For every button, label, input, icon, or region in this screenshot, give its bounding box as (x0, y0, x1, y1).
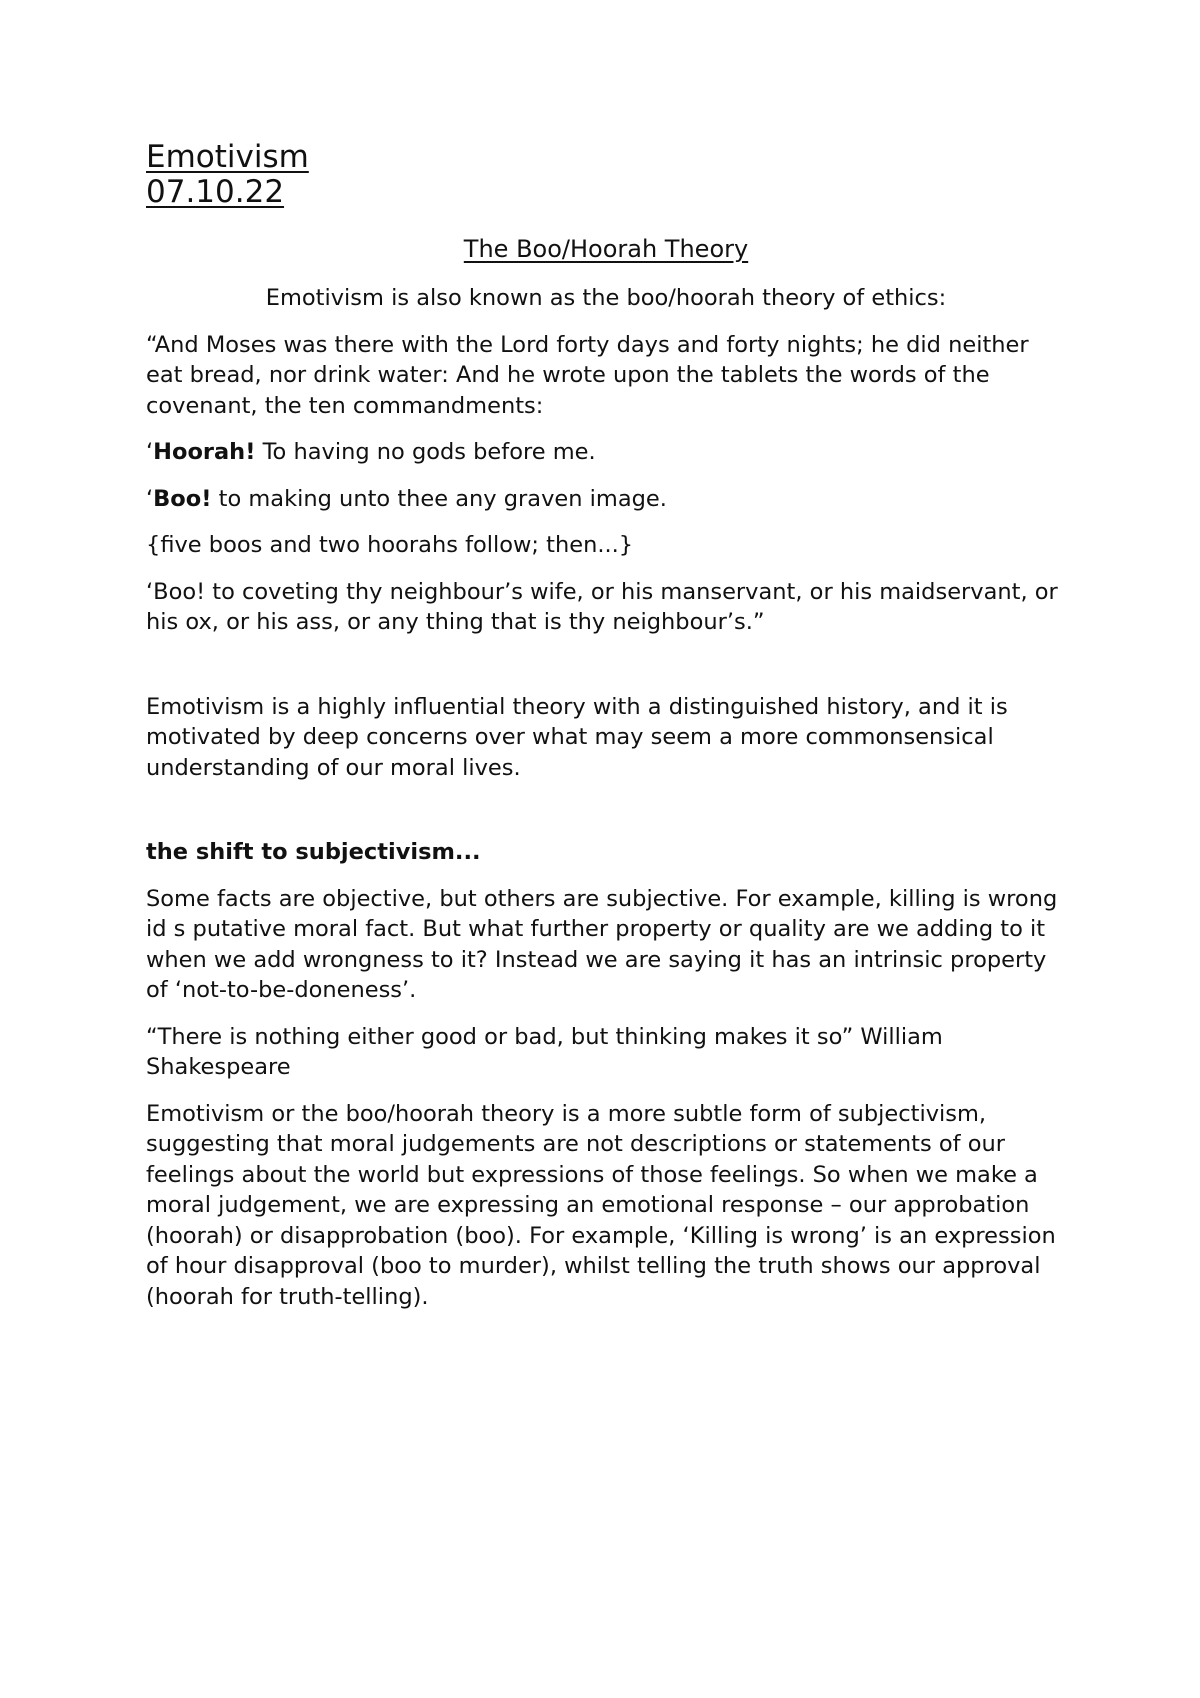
quote-closing-paragraph: ‘Boo! to coveting thy neighbour’s wife, or his manservant, or his maidservant, or his ox, or his ass, or any thing that is thy neighbour’s.” (146, 578, 1058, 635)
facts-paragraph: Some facts are objective, but others are subjective. For example, killing is wrong id s putative moral fact. But what further property or quality are we adding to it when we add wrongness to it? Instead we are saying it has an intrinsic property of ‘not-to-be-doneness’. (146, 885, 1058, 1003)
hoorah-bold: Hoorah! (153, 439, 256, 465)
document-page (146, 140, 1066, 1312)
shakespeare-quote: “There is nothing either good or bad, but thinking makes it so” William Shakespeare (146, 1023, 943, 1080)
boo-bold: Boo! (153, 485, 212, 512)
boo-open-quote: ‘ (146, 485, 154, 512)
quote-opening-paragraph: “And Moses was there with the Lord forty days and forty nights; he did neither eat bread, nor drink water: And he wrote upon the tablets the words of the covenant, the ten commandments: (146, 331, 1029, 419)
hoorah-rest: To having no gods before me. (255, 439, 596, 465)
hoorah-line (146, 437, 1066, 468)
document-date: 07.10.22 (146, 174, 285, 210)
intro-paragraph: Emotivism is also known as the boo/hoorah theory of ethics: (265, 285, 947, 311)
hoorah-open-quote: ‘ (146, 439, 154, 465)
subtle-paragraph: Emotivism or the boo/hoorah theory is a more subtle form of subjectivism, suggesting that moral judgements are not descriptions or statements of our feelings about the world but expressions of those feelings. So when we make a moral judgement, we are expressing an emotional response – our approbation (hoorah) or disapprobation (boo). For example, ‘Killing is wrong’ is an expression of hour disapproval (boo to murder), whilst telling the truth shows our approval (hoorah for truth-telling). (146, 1100, 1056, 1310)
aside-line: {five boos and two hoorahs follow; then...} (146, 532, 634, 558)
document-title: Emotivism (146, 139, 309, 175)
boo-rest: to making unto thee any graven image. (211, 485, 667, 512)
section-heading: the shift to subjectivism... (146, 839, 481, 865)
boo-line (146, 484, 1066, 515)
influential-paragraph: Emotivism is a highly influential theory with a distinguished history, and it is motivated by deep concerns over what may seem a more commonsensical understanding of our moral lives. (146, 693, 1008, 781)
section-subtitle: The Boo/Hoorah Theory (463, 235, 749, 263)
